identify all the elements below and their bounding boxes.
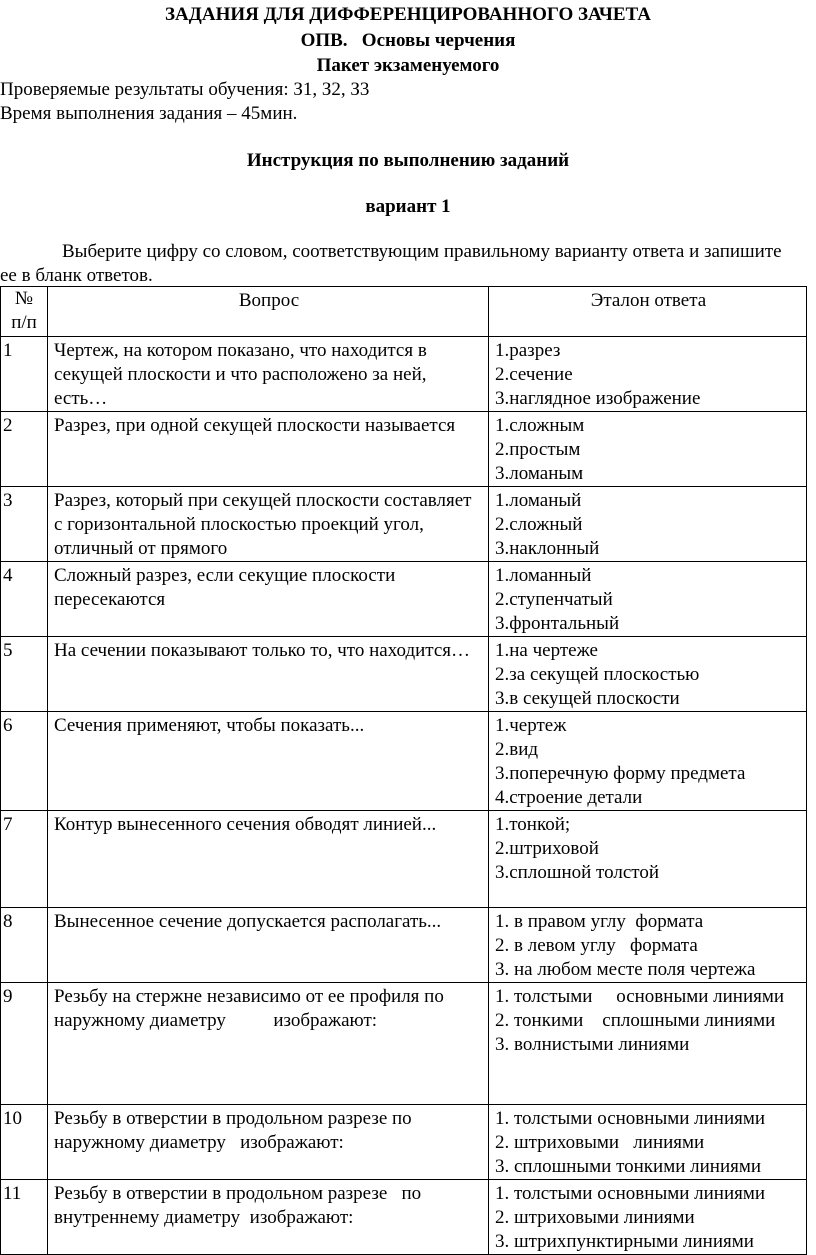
answer-option: 3.фронтальный — [495, 613, 620, 634]
answer-option: 3.ломаным — [495, 463, 584, 484]
row-question: Вынесенное сечение допускается располагать... — [48, 908, 489, 983]
row-number: 10 — [1, 1105, 48, 1180]
row-answer-options — [489, 983, 807, 1105]
row-answer-options — [489, 712, 807, 811]
answer-option: 2.сечение — [495, 364, 573, 385]
answer-option: 1.ломанный — [495, 565, 592, 586]
row-number: 3 — [1, 487, 48, 562]
answer-option: 3. волнистыми линиями — [495, 1034, 690, 1055]
time-limit: Время выполнения задания – 45мин. — [0, 103, 298, 124]
answer-option: 1. толстыми основными линиями — [495, 1183, 766, 1204]
row-question: Разрез, который при секущей плоскости составляет с горизонтальной плоскостью проекций угол, отличный от прямого — [48, 487, 489, 562]
row-number: 8 — [1, 908, 48, 983]
answer-option: 2. в левом углу формата — [495, 935, 698, 956]
row-number: 11 — [1, 1180, 48, 1255]
col-num-header — [1, 287, 48, 337]
table-row — [1, 487, 807, 562]
answer-option: 2.сложный — [495, 514, 583, 535]
table-row — [1, 1105, 807, 1180]
row-answer-options — [489, 337, 807, 412]
row-number: 5 — [1, 637, 48, 712]
intro-text-content: Выберите цифру со словом, соответствующим правильному варианту ответа и запишите ее в бланк ответов. — [0, 241, 782, 286]
table-row — [1, 811, 807, 908]
answer-option: 3. на любом месте поля чертежа — [495, 959, 756, 980]
row-question: Сечения применяют, чтобы показать... — [48, 712, 489, 811]
table-header-row — [1, 287, 807, 337]
answer-option: 1. толстыми основными линиями — [495, 986, 785, 1007]
row-number: 1 — [1, 337, 48, 412]
table-row — [1, 412, 807, 487]
answer-option: 2. тонкими сплошными линиями — [495, 1010, 776, 1031]
answer-option: 1. толстыми основными линиями — [495, 1108, 766, 1129]
answer-option: 1.чертеж — [495, 715, 567, 736]
answer-option: 1.сложным — [495, 415, 585, 436]
row-question: Резьбу на стержне независимо от ее профиля по наружному диаметру изображают: — [48, 983, 489, 1105]
table-row — [1, 712, 807, 811]
col-question-header: Вопрос — [48, 287, 489, 337]
answer-option: 2.простым — [495, 439, 581, 460]
row-answer-options — [489, 562, 807, 637]
answer-option: 3. штрихпунктирными линиями — [495, 1231, 754, 1252]
table-row — [1, 337, 807, 412]
row-question: Контур вынесенного сечения обводят линией... — [48, 811, 489, 908]
answer-option: 1.на чертеже — [495, 640, 598, 661]
row-question: На сечении показывают только то, что находится… — [48, 637, 489, 712]
col-answer-header: Эталон ответа — [489, 287, 807, 337]
answer-option: 2.ступенчатый — [495, 589, 613, 610]
row-answer-options — [489, 811, 807, 908]
answer-option: 1. в правом углу формата — [495, 911, 704, 932]
answer-option: 1.тонкой; — [495, 814, 571, 835]
answer-option: 2.штриховой — [495, 838, 599, 859]
answer-option: 3.сплошной толстой — [495, 862, 659, 883]
answer-option: 2.вид — [495, 739, 539, 760]
col-num-line1: № — [14, 288, 34, 309]
questions-table — [0, 286, 807, 1255]
answer-option: 1.разрез — [495, 340, 561, 361]
answer-option: 3. сплошными тонкими линиями — [495, 1156, 762, 1177]
answer-option: 2.за секущей плоскостью — [495, 664, 700, 685]
row-number: 2 — [1, 412, 48, 487]
row-number: 7 — [1, 811, 48, 908]
table-row — [1, 637, 807, 712]
answer-option: 3.в секущей плоскости — [495, 688, 680, 709]
doc-package: Пакет экзаменуемого — [316, 55, 500, 76]
col-num-line2: п/п — [11, 312, 37, 333]
doc-subject: ОПВ. Основы черчения — [300, 30, 516, 51]
instruction-title: Инструкция по выполнению заданий — [246, 150, 570, 171]
table-row — [1, 1180, 807, 1255]
answer-option: 2. штриховыми линиями — [495, 1207, 695, 1228]
answer-option: 3.наклонный — [495, 538, 600, 559]
doc-title: ЗАДАНИЯ ДЛЯ ДИФФЕРЕНЦИРОВАННОГО ЗАЧЕТА — [165, 4, 651, 25]
answer-option: 3.поперечную форму предмета — [495, 763, 746, 784]
row-answer-options — [489, 412, 807, 487]
row-question: Резьбу в отверстии в продольном разрезе по наружному диаметру изображают: — [48, 1105, 489, 1180]
row-question: Сложный разрез, если секущие плоскости пересекаются — [48, 562, 489, 637]
table-row — [1, 908, 807, 983]
row-answer-options — [489, 908, 807, 983]
row-answer-options — [489, 1180, 807, 1255]
row-answer-options — [489, 487, 807, 562]
answer-option: 4.строение детали — [495, 787, 643, 808]
answer-option: 1.ломаный — [495, 490, 582, 511]
table-row — [1, 562, 807, 637]
intro-text — [0, 240, 800, 288]
row-question: Чертеж, на котором показано, что находится в секущей плоскости и что расположено за ней, есть… — [48, 337, 489, 412]
row-answer-options — [489, 637, 807, 712]
variant-title: вариант 1 — [365, 196, 451, 217]
learning-results: Проверяемые результаты обучения: З1, З2, З3 — [0, 79, 370, 100]
row-answer-options — [489, 1105, 807, 1180]
answer-option: 2. штриховыми линиями — [495, 1132, 705, 1153]
row-number: 9 — [1, 983, 48, 1105]
row-question: Разрез, при одной секущей плоскости называется — [48, 412, 489, 487]
answer-option: 3.наглядное изображение — [495, 388, 701, 409]
row-number: 4 — [1, 562, 48, 637]
row-number: 6 — [1, 712, 48, 811]
table-row — [1, 983, 807, 1105]
row-question: Резьбу в отверстии в продольном разрезе по внутреннему диаметру изображают: — [48, 1180, 489, 1255]
